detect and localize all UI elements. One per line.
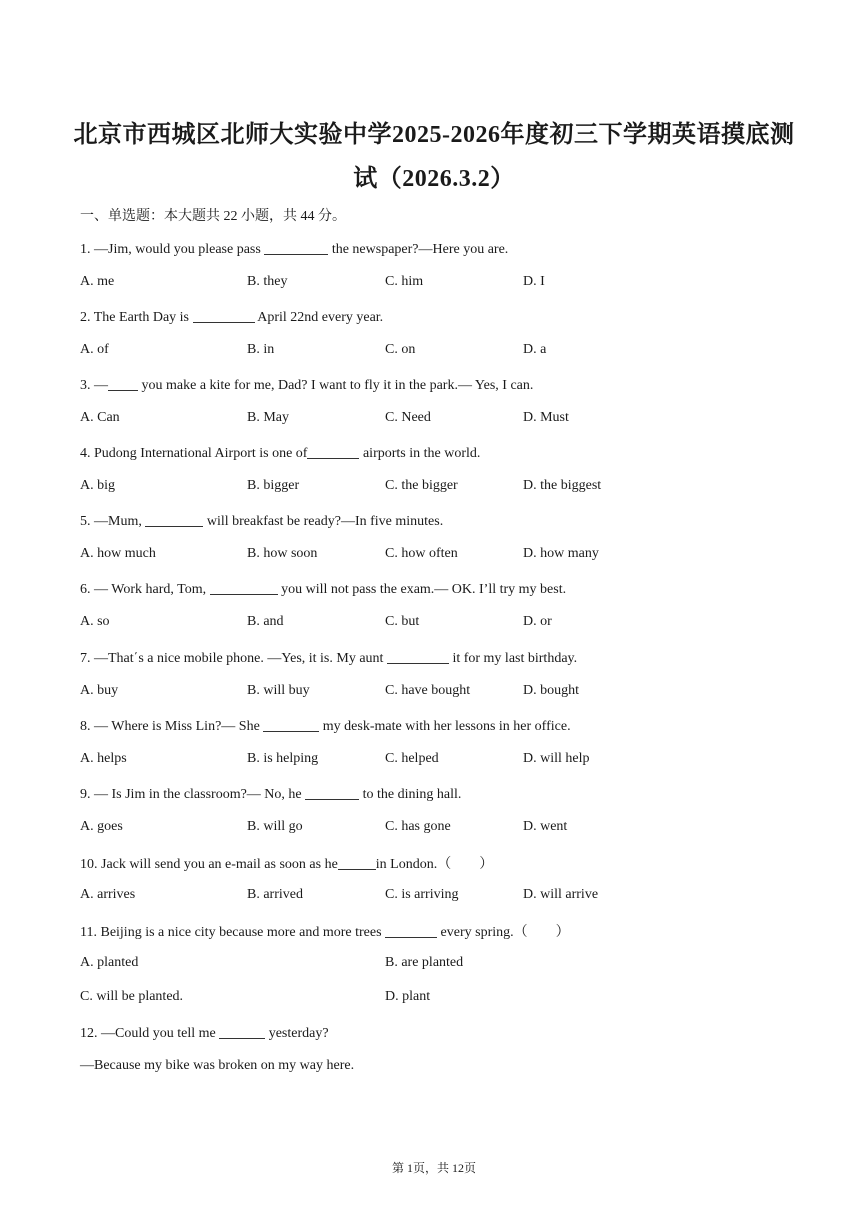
option-d: D. bought [523, 683, 579, 698]
option-a: A. goes [80, 819, 123, 834]
option-b: B. they [247, 274, 288, 289]
answer-blank [145, 512, 203, 527]
document-title-line-2: 试（2026.3.2） [353, 166, 515, 192]
option-b: B. will go [247, 819, 303, 834]
option-b: B. how soon [247, 546, 318, 561]
section-heading: 一、单选题：本大题共 22 小题，共 44 分。 [80, 209, 346, 224]
stem-text: 2. The Earth Day is [80, 310, 193, 325]
option-b: B. in [247, 342, 275, 357]
stem-text: 8. — Where is Miss Lin?— She [80, 719, 264, 734]
question-12-reply: —Because my bike was broken on my way here. [80, 1058, 355, 1073]
question-12-stem [80, 1024, 329, 1042]
stem-text: the newspaper?—Here you are. [328, 242, 509, 257]
option-d: D. went [523, 819, 568, 834]
stem-text: airports in the world. [359, 446, 481, 461]
answer-blank [338, 855, 376, 870]
question-3-stem [80, 376, 533, 394]
stem-text: it for my last birthday. [448, 651, 578, 666]
answer-blank [193, 308, 255, 323]
option-d: D. will arrive [523, 887, 599, 902]
answer-blank [305, 785, 359, 800]
answer-blank [219, 1024, 265, 1039]
stem-text: 11. Beijing is a nice city because more and more trees [80, 925, 386, 940]
option-b: B. arrived [247, 887, 303, 902]
stem-text: every spring.（ ） [437, 925, 570, 940]
option-a: A. how much [80, 546, 156, 561]
option-d: D. I [523, 274, 545, 289]
stem-text: 4. Pudong International Airport is one of [80, 446, 308, 461]
option-a: A. so [80, 614, 110, 629]
option-a: A. buy [80, 683, 119, 698]
option-b: B. and [247, 614, 284, 629]
option-c: C. have bought [385, 683, 471, 698]
option-b: B. will buy [247, 683, 310, 698]
option-c: C. how often [385, 546, 458, 561]
question-9-stem [80, 785, 461, 803]
option-c: C. helped [385, 751, 439, 766]
option-d: D. a [523, 342, 547, 357]
stem-text: 5. —Mum, [80, 514, 146, 529]
stem-text: 10. Jack will send you an e-mail as soon as he [80, 857, 338, 872]
question-2-stem [80, 308, 383, 326]
document-title-line-1: 北京市西城区北师大实验中学2025-2026年度初三下学期英语摸底测 [73, 122, 795, 148]
question-8-stem [80, 717, 571, 735]
stem-text: 6. — Work hard, Tom, [80, 582, 210, 597]
option-a: A. helps [80, 751, 127, 766]
answer-blank [264, 240, 328, 255]
stem-text: 7. —That΄s a nice mobile phone. —Yes, it is. My aunt [80, 651, 387, 666]
answer-blank [263, 717, 319, 732]
answer-blank [210, 580, 278, 595]
stem-text: in London.（ ） [375, 857, 494, 872]
stem-text: 9. — Is Jim in the classroom?— No, he [80, 787, 306, 802]
option-b: B. May [247, 410, 289, 425]
option-d: D. will help [523, 751, 590, 766]
option-a: A. me [80, 274, 115, 289]
option-a: A. of [80, 342, 109, 357]
option-d: D. the biggest [523, 478, 602, 493]
option-c: C. him [385, 274, 424, 289]
option-b: B. is helping [247, 751, 319, 766]
stem-text: to the dining hall. [359, 787, 462, 802]
option-c: C. is arriving [385, 887, 459, 902]
stem-text: my desk-mate with her lessons in her office. [319, 719, 571, 734]
option-d: D. or [523, 614, 552, 629]
option-c: C. has gone [385, 819, 451, 834]
option-c: C. will be planted. [80, 989, 184, 1004]
answer-blank [385, 923, 437, 938]
option-d: D. how many [523, 546, 599, 561]
stem-text: 12. —Could you tell me [80, 1026, 220, 1041]
question-6-stem [80, 580, 566, 598]
answer-blank [108, 376, 138, 391]
option-c: C. Need [385, 410, 431, 425]
stem-text: 3. — [80, 378, 108, 393]
stem-text: will breakfast be ready?—In five minutes. [203, 514, 444, 529]
option-b: B. bigger [247, 478, 300, 493]
option-a: A. big [80, 478, 115, 493]
answer-blank [307, 444, 359, 459]
option-a: A. Can [80, 410, 120, 425]
stem-text: yesterday? [265, 1026, 329, 1041]
option-a: A. planted [80, 955, 139, 970]
question-4-stem [80, 444, 480, 462]
question-5-stem [80, 512, 443, 530]
question-10-stem [80, 853, 493, 873]
answer-blank [387, 649, 449, 664]
option-c: C. on [385, 342, 416, 357]
page-footer: 第 1页，共 12页 [391, 1161, 476, 1175]
option-c: C. the bigger [385, 478, 458, 493]
stem-text: April 22nd every year. [254, 310, 384, 325]
option-d: D. plant [385, 989, 431, 1004]
stem-text: you make a kite for me, Dad? I want to fly it in the park.— Yes, I can. [138, 378, 534, 393]
option-a: A. arrives [80, 887, 136, 902]
stem-text: 1. —Jim, would you please pass [80, 242, 265, 257]
option-d: D. Must [523, 410, 569, 425]
option-b: B. are planted [385, 955, 464, 970]
stem-text: you will not pass the exam.— OK. I’ll try my best. [277, 582, 567, 597]
option-c: C. but [385, 614, 420, 629]
question-1-stem [80, 240, 508, 258]
question-11-stem [80, 921, 570, 941]
question-7-stem [80, 649, 577, 667]
